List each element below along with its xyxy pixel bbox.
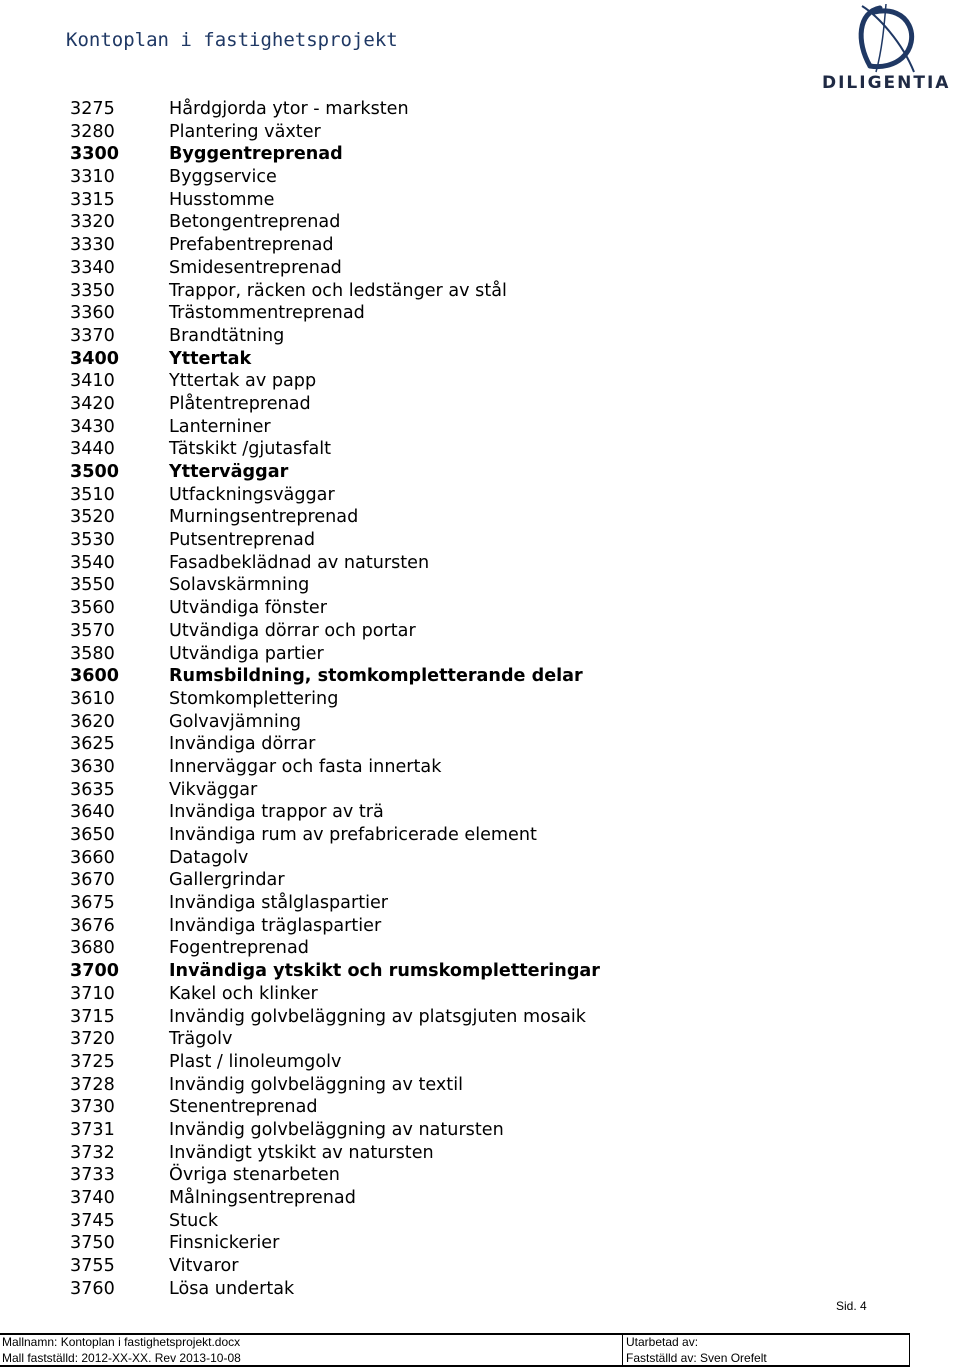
account-row: [70, 1210, 870, 1233]
account-label: Invändiga rum av prefabricerade element: [169, 825, 537, 845]
account-label: Smidesentreprenad: [169, 257, 342, 278]
account-label: Stenentreprenad: [169, 1097, 318, 1118]
account-code: 3510: [70, 484, 115, 505]
account-row: [70, 779, 870, 802]
account-row: [70, 1074, 870, 1097]
account-code: 3730: [70, 1097, 115, 1118]
account-label: Vitvaror: [169, 1256, 239, 1277]
footer-divider: [622, 1333, 623, 1367]
account-label: Rumsbildning, stomkompletterande delar: [169, 666, 583, 687]
account-label: Gallergrindar: [169, 870, 285, 891]
account-code: 3400: [70, 348, 119, 369]
account-label: Ytterväggar: [169, 462, 289, 482]
account-code: 3630: [70, 756, 115, 777]
account-code: 3640: [70, 802, 115, 823]
account-row: [70, 484, 870, 507]
account-group-row: [70, 143, 870, 166]
account-row: [70, 597, 870, 620]
account-label: Utvändiga partier: [169, 643, 324, 664]
account-label: Husstomme: [169, 189, 275, 210]
account-label: Solavskärmning: [169, 575, 310, 596]
account-code: 3675: [70, 893, 115, 914]
account-group-row: [70, 348, 870, 371]
account-list: [70, 98, 870, 1300]
account-row: [70, 620, 870, 643]
logo-mark-icon: [818, 2, 958, 74]
account-label: Fogentreprenad: [169, 938, 309, 959]
account-code: 3315: [70, 189, 115, 210]
account-label: Datagolv: [169, 847, 249, 868]
account-label: Yttertak: [169, 348, 252, 369]
account-code: 3370: [70, 325, 115, 346]
account-label: Utvändiga fönster: [169, 598, 327, 619]
account-row: [70, 643, 870, 666]
logo-wordmark: DILIGENTIA: [822, 73, 951, 93]
account-label: Trägolv: [169, 1029, 233, 1050]
account-code: 3620: [70, 711, 115, 732]
account-label: Murningsentreprenad: [169, 507, 359, 528]
account-code: 3310: [70, 167, 115, 188]
account-code: 3710: [70, 983, 115, 1004]
account-code: 3440: [70, 439, 115, 460]
account-row: [70, 189, 870, 212]
account-code: 3635: [70, 779, 115, 800]
footer-filename: Mallnamn: Kontoplan i fastighetsprojekt.docx: [2, 1335, 241, 1349]
account-row: [70, 121, 870, 144]
account-row: [70, 915, 870, 938]
account-row: [70, 1119, 870, 1142]
account-label: Golvavjämning: [169, 711, 302, 732]
account-code: 3580: [70, 643, 115, 664]
account-row: [70, 370, 870, 393]
footer-prepared-by: Utarbetad av:: [626, 1335, 699, 1349]
account-code: 3320: [70, 212, 115, 233]
account-label: Stomkomplettering: [169, 688, 339, 709]
account-code: 3660: [70, 847, 115, 868]
account-row: [70, 1006, 870, 1029]
account-code: 3570: [70, 620, 115, 641]
account-code: 3720: [70, 1029, 115, 1050]
account-row: [70, 211, 870, 234]
account-label: Trappor, räcken och ledstänger av stål: [169, 280, 507, 301]
account-row: [70, 1164, 870, 1187]
page-number: Sid. 4: [836, 1299, 867, 1313]
account-code: 3740: [70, 1188, 115, 1208]
account-code: 3731: [70, 1119, 115, 1140]
account-code: 3330: [70, 235, 115, 256]
account-code: 3670: [70, 870, 115, 891]
account-code: 3420: [70, 393, 115, 414]
account-row: [70, 234, 870, 257]
account-code: 3676: [70, 915, 115, 936]
account-code: 3733: [70, 1165, 115, 1186]
account-code: 3280: [70, 121, 115, 142]
account-label: Invändiga dörrar: [169, 734, 316, 755]
account-label: Byggservice: [169, 167, 277, 188]
account-code: 3750: [70, 1233, 115, 1254]
account-row: [70, 847, 870, 870]
account-group-row: [70, 960, 870, 983]
account-code: 3530: [70, 530, 115, 551]
account-code: 3625: [70, 734, 115, 755]
account-row: [70, 1255, 870, 1278]
account-row: [70, 1096, 870, 1119]
account-row: [70, 325, 870, 348]
account-code: 3600: [70, 666, 119, 687]
account-label: Plast / linoleumgolv: [169, 1051, 342, 1072]
account-row: [70, 574, 870, 597]
account-group-row: [70, 461, 870, 484]
account-label: Kakel och klinker: [169, 983, 318, 1004]
account-row: [70, 1028, 870, 1051]
account-group-row: [70, 665, 870, 688]
account-label: Vikväggar: [169, 779, 258, 800]
account-label: Prefabentreprenad: [169, 235, 334, 256]
account-row: [70, 280, 870, 303]
account-row: [70, 983, 870, 1006]
account-label: Putsentreprenad: [169, 530, 315, 551]
account-row: [70, 937, 870, 960]
account-code: 3745: [70, 1210, 115, 1231]
account-label: Invändig golvbeläggning av platsgjuten mosaik: [169, 1006, 586, 1027]
account-label: Invändigt ytskikt av natursten: [169, 1142, 434, 1163]
account-row: [70, 824, 870, 847]
account-code: 3340: [70, 257, 115, 278]
account-row: [70, 552, 870, 575]
account-label: Målningsentreprenad: [169, 1188, 356, 1208]
account-label: Plantering växter: [169, 121, 321, 142]
account-label: Invändiga träglaspartier: [169, 915, 382, 936]
account-label: Betongentreprenad: [169, 212, 341, 233]
account-row: [70, 393, 870, 416]
document-title: Kontoplan i fastighetsprojekt: [66, 29, 398, 51]
account-code: 3500: [70, 462, 119, 482]
account-label: Tätskikt /gjutasfalt: [169, 439, 332, 460]
footer-template-date: Mall fastställd: 2012-XX-XX. Rev 2013-10-08: [2, 1351, 241, 1365]
account-code: 3755: [70, 1256, 115, 1277]
account-row: [70, 1232, 870, 1255]
account-label: Lanterniner: [169, 416, 271, 437]
account-code: 3680: [70, 938, 115, 959]
account-code: 3725: [70, 1051, 115, 1072]
account-row: [70, 1051, 870, 1074]
account-code: 3728: [70, 1074, 115, 1095]
account-label: Invändiga ytskikt och rumskompletteringar: [169, 961, 600, 982]
account-label: Innerväggar och fasta innertak: [169, 756, 442, 777]
account-label: Invändig golvbeläggning av textil: [169, 1074, 463, 1095]
account-row: [70, 733, 870, 756]
account-label: Invändiga stålglaspartier: [169, 893, 389, 914]
account-row: [70, 1187, 870, 1210]
company-logo: [818, 2, 958, 94]
account-label: Övriga stenarbeten: [169, 1165, 340, 1186]
account-label: Invändig golvbeläggning av natursten: [169, 1119, 504, 1140]
account-row: [70, 1142, 870, 1165]
account-label: Brandtätning: [169, 325, 285, 346]
account-row: [70, 506, 870, 529]
account-row: [70, 869, 870, 892]
account-code: 3360: [70, 303, 115, 324]
account-label: Yttertak av papp: [169, 371, 317, 392]
account-label: Fasadbeklädnad av natursten: [169, 552, 430, 573]
account-code: 3715: [70, 1006, 115, 1027]
account-label: Plåtentreprenad: [169, 393, 311, 414]
account-row: [70, 166, 870, 189]
account-label: Utvändiga dörrar och portar: [169, 620, 416, 641]
account-row: [70, 688, 870, 711]
account-label: Finsnickerier: [169, 1233, 280, 1254]
account-code: 3410: [70, 371, 115, 392]
account-row: [70, 416, 870, 439]
account-code: 3650: [70, 825, 115, 845]
account-code: 3300: [70, 144, 119, 165]
account-code: 3560: [70, 598, 115, 619]
account-row: [70, 302, 870, 325]
account-code: 3275: [70, 99, 115, 119]
account-row: [70, 438, 870, 461]
account-row: [70, 756, 870, 779]
account-label: Trästommentreprenad: [169, 303, 365, 324]
account-row: [70, 257, 870, 280]
account-row: [70, 711, 870, 734]
account-label: Lösa undertak: [169, 1278, 295, 1299]
account-code: 3760: [70, 1278, 115, 1299]
account-row: [70, 98, 870, 121]
footer-approved-by: Fastställd av: Sven Orefelt: [626, 1351, 767, 1365]
account-row: [70, 529, 870, 552]
account-row: [70, 801, 870, 824]
account-label: Hårdgjorda ytor - marksten: [169, 99, 409, 119]
account-row: [70, 892, 870, 915]
account-code: 3540: [70, 552, 115, 573]
account-code: 3732: [70, 1142, 115, 1163]
account-label: Utfackningsväggar: [169, 484, 335, 505]
account-label: Invändiga trappor av trä: [169, 802, 384, 823]
account-row: [70, 1278, 870, 1301]
account-label: Byggentreprenad: [169, 144, 343, 165]
account-code: 3430: [70, 416, 115, 437]
account-code: 3520: [70, 507, 115, 528]
account-code: 3350: [70, 280, 115, 301]
account-code: 3700: [70, 961, 119, 982]
account-code: 3550: [70, 575, 115, 596]
footer-right-border: [909, 1333, 910, 1367]
account-code: 3610: [70, 688, 115, 709]
account-label: Stuck: [169, 1210, 219, 1231]
